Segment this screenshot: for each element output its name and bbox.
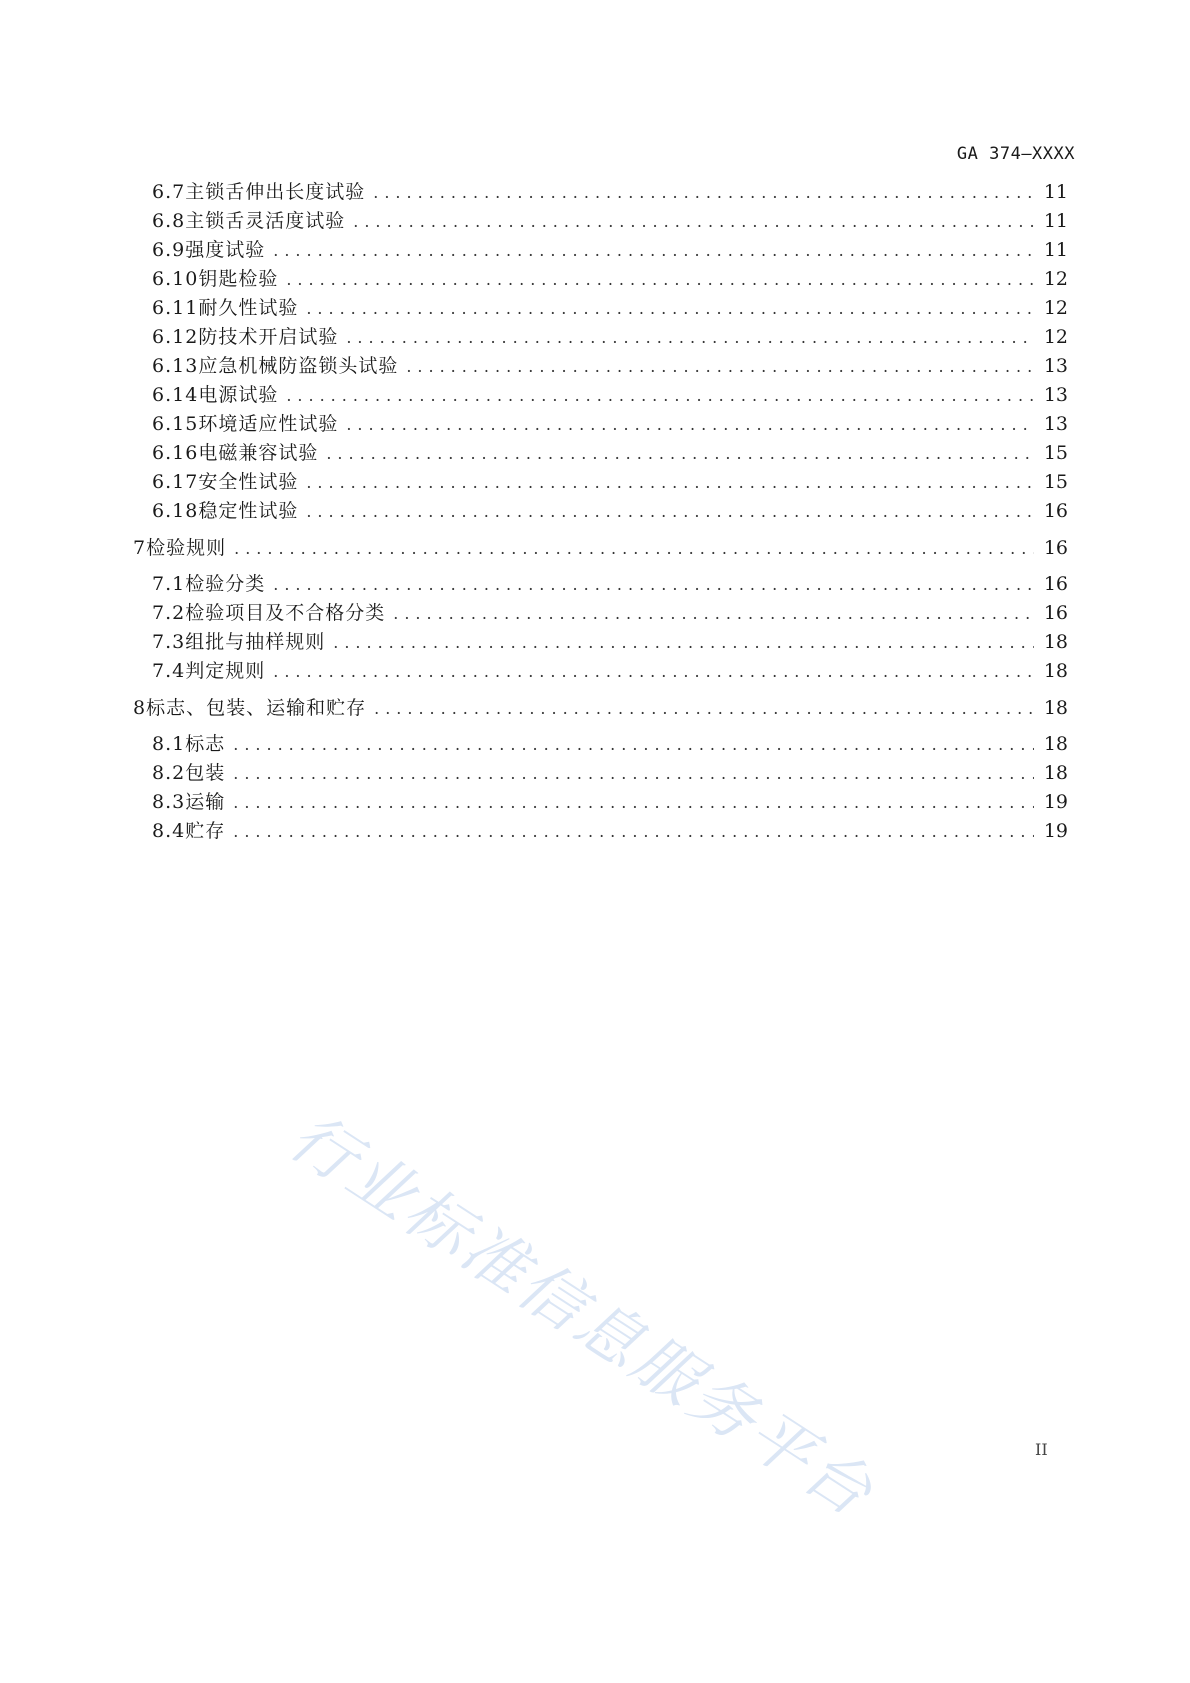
toc-entry[interactable]	[152, 353, 1068, 379]
toc-entry[interactable]	[152, 382, 1068, 408]
toc-entry-title: 主锁舌灵活度试验	[185, 210, 346, 232]
toc-entry-number: 8	[133, 697, 147, 719]
toc-entry-page: 16	[1043, 500, 1068, 522]
toc-entry[interactable]	[152, 571, 1068, 597]
toc-entry[interactable]	[152, 658, 1068, 684]
toc-entry-number: 7.2	[152, 602, 186, 624]
toc-entry-number: 6.10	[152, 268, 199, 290]
toc-entry-title: 组批与抽样规则	[185, 631, 326, 653]
toc-entry-title: 运输	[185, 791, 226, 813]
toc-entry[interactable]	[152, 237, 1068, 263]
toc-leader-dots	[234, 536, 1034, 562]
document-code: GA 374—XXXX	[956, 144, 1075, 164]
toc-entry[interactable]	[152, 600, 1068, 626]
toc-entry[interactable]	[152, 469, 1068, 495]
toc-entry-page: 13	[1043, 355, 1068, 377]
toc-entry[interactable]	[152, 498, 1068, 524]
toc-entry-number: 8.3	[152, 791, 186, 813]
toc-entry-page: 12	[1043, 326, 1068, 348]
toc-entry-page: 11	[1043, 239, 1068, 261]
toc-entry-title: 强度试验	[185, 239, 266, 261]
toc-entry-title: 防技术开启试验	[198, 326, 339, 348]
toc-leader-dots	[326, 441, 1033, 467]
toc-entry[interactable]	[152, 324, 1068, 350]
toc-entry-number: 7.4	[152, 660, 186, 682]
toc-leader-dots	[233, 761, 1034, 787]
toc-entry-number: 7.3	[152, 631, 186, 653]
toc-entry[interactable]	[152, 208, 1068, 234]
toc-leader-dots	[233, 732, 1034, 758]
toc-entry-page: 11	[1043, 181, 1068, 203]
toc-entry-title: 安全性试验	[198, 471, 299, 493]
toc-entry-page: 18	[1043, 697, 1068, 719]
toc-leader-dots	[406, 354, 1033, 380]
toc-entry-title: 包装	[185, 762, 226, 784]
toc-entry-title: 标志、包装、运输和贮存	[146, 697, 367, 719]
toc-entry-number: 8.2	[152, 762, 186, 784]
toc-leader-dots	[273, 238, 1034, 264]
toc-entry-number: 7	[133, 537, 147, 559]
toc-entry-title: 稳定性试验	[198, 500, 299, 522]
toc-entry-number: 6.15	[152, 413, 199, 435]
toc-entry-number: 6.11	[152, 297, 199, 319]
toc-entry-title: 电磁兼容试验	[198, 442, 319, 464]
toc-entry-page: 19	[1043, 791, 1068, 813]
toc-entry-title: 电源试验	[198, 384, 279, 406]
toc-entry-number: 6.12	[152, 326, 199, 348]
toc-entry-number: 8.4	[152, 820, 186, 842]
toc-entry[interactable]	[152, 629, 1068, 655]
toc-entry-page: 16	[1043, 573, 1068, 595]
toc-leader-dots	[306, 296, 1033, 322]
toc-entry-page: 11	[1043, 210, 1068, 232]
toc-entry[interactable]	[152, 179, 1068, 205]
toc-leader-dots	[306, 470, 1033, 496]
toc-entry-title: 主锁舌伸出长度试验	[185, 181, 366, 203]
page-number: II	[1035, 1440, 1048, 1459]
toc-leader-dots	[273, 572, 1034, 598]
toc-leader-dots	[353, 209, 1034, 235]
toc-entry-page: 18	[1043, 733, 1068, 755]
toc-leader-dots	[393, 601, 1034, 627]
toc-entry-page: 16	[1043, 602, 1068, 624]
toc-entry-page: 16	[1043, 537, 1068, 559]
watermark-text: 行业标准信息服务平台	[276, 1100, 888, 1533]
toc-entry-title: 检验项目及不合格分类	[185, 602, 386, 624]
toc-entry-title: 应急机械防盗锁头试验	[198, 355, 399, 377]
toc-entry[interactable]	[152, 789, 1068, 815]
toc-entry[interactable]	[152, 731, 1068, 757]
toc-leader-dots	[333, 630, 1034, 656]
toc-entry-page: 12	[1043, 297, 1068, 319]
toc-entry-title: 钥匙检验	[198, 268, 279, 290]
toc-entry[interactable]	[152, 440, 1068, 466]
toc-entry-number: 8.1	[152, 733, 186, 755]
toc-leader-dots	[374, 696, 1034, 722]
toc-entry-title: 贮存	[185, 820, 226, 842]
toc-entry-page: 12	[1043, 268, 1068, 290]
toc-entry[interactable]	[152, 411, 1068, 437]
toc-entry-number: 6.9	[152, 239, 186, 261]
toc-entry-page: 18	[1043, 762, 1068, 784]
toc-leader-dots	[373, 180, 1034, 206]
toc-entry-title: 标志	[185, 733, 226, 755]
toc-entry-number: 6.7	[152, 181, 186, 203]
toc-entry-title: 判定规则	[185, 660, 266, 682]
toc-entry[interactable]	[133, 535, 1068, 561]
toc-entry-title: 环境适应性试验	[198, 413, 339, 435]
toc-entry-number: 6.14	[152, 384, 199, 406]
toc-entry-page: 18	[1043, 631, 1068, 653]
toc-entry-number: 6.8	[152, 210, 186, 232]
toc-leader-dots	[346, 325, 1033, 351]
toc-entry-page: 19	[1043, 820, 1068, 842]
toc-leader-dots	[286, 267, 1033, 293]
toc-leader-dots	[306, 499, 1033, 525]
toc-leader-dots	[273, 659, 1034, 685]
toc-entry-number: 6.17	[152, 471, 199, 493]
toc-leader-dots	[286, 383, 1033, 409]
toc-entry-title: 耐久性试验	[198, 297, 299, 319]
toc-leader-dots	[346, 412, 1033, 438]
toc-entry-number: 6.13	[152, 355, 199, 377]
toc-entry-number: 6.18	[152, 500, 199, 522]
toc-entry[interactable]	[133, 695, 1068, 721]
toc-entry[interactable]	[152, 295, 1068, 321]
toc-entry-page: 13	[1043, 413, 1068, 435]
toc-entry-number: 6.16	[152, 442, 199, 464]
toc-entry-page: 18	[1043, 660, 1068, 682]
toc-entry-number: 7.1	[152, 573, 186, 595]
toc-entry[interactable]	[152, 818, 1068, 844]
toc-entry-page: 15	[1043, 442, 1068, 464]
toc-entry-page: 15	[1043, 471, 1068, 493]
toc-leader-dots	[233, 790, 1034, 816]
toc-entry[interactable]	[152, 760, 1068, 786]
toc-leader-dots	[233, 819, 1034, 845]
toc-entry-title: 检验规则	[146, 537, 227, 559]
toc-entry-page: 13	[1043, 384, 1068, 406]
toc-entry-title: 检验分类	[185, 573, 266, 595]
toc-entry[interactable]	[152, 266, 1068, 292]
